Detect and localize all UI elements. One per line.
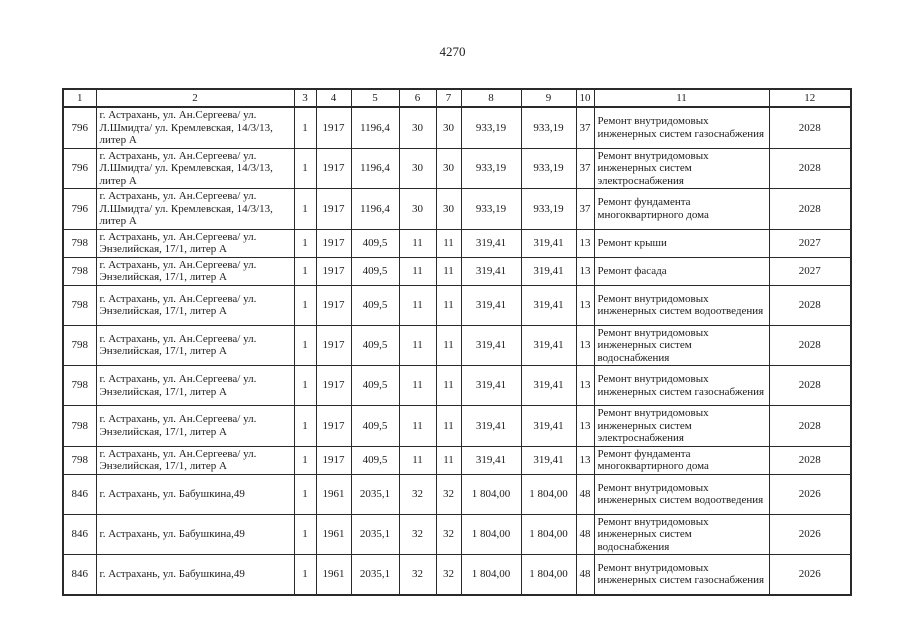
table-cell-col-11: Ремонт внутридомовых инженерных систем водоснабжения xyxy=(594,514,769,555)
table-cell-col-11: Ремонт внутридомовых инженерных систем водоснабжения xyxy=(594,325,769,366)
table-cell-col-6: 11 xyxy=(399,285,436,325)
table-cell-col-5: 409,5 xyxy=(351,257,399,285)
table-cell-col-6: 11 xyxy=(399,446,436,474)
table-cell-col-12: 2028 xyxy=(769,285,851,325)
table-cell-col-9: 319,41 xyxy=(521,366,576,406)
table-cell-col-7: 11 xyxy=(436,406,461,447)
table-header-row xyxy=(63,89,851,107)
table-cell-col-7: 11 xyxy=(436,366,461,406)
table-cell-col-2: г. Астрахань, ул. Ан.Сергеева/ ул. Энзелийская, 17/1, литер А xyxy=(96,229,294,257)
column-header-1: 1 xyxy=(63,89,96,107)
table-row xyxy=(63,285,851,325)
table-cell-col-6: 32 xyxy=(399,474,436,514)
table-row xyxy=(63,148,851,189)
table-cell-col-11: Ремонт внутридомовых инженерных систем электроснабжения xyxy=(594,406,769,447)
table-cell-col-5: 1196,4 xyxy=(351,148,399,189)
repair-program-table xyxy=(62,88,852,596)
table-row xyxy=(63,446,851,474)
column-header-10: 10 xyxy=(576,89,594,107)
table-cell-col-9: 319,41 xyxy=(521,229,576,257)
table-cell-col-3: 1 xyxy=(294,366,316,406)
table-cell-col-8: 319,41 xyxy=(461,285,521,325)
table-cell-col-3: 1 xyxy=(294,148,316,189)
table-cell-col-3: 1 xyxy=(294,285,316,325)
table-row xyxy=(63,107,851,148)
table-cell-col-9: 319,41 xyxy=(521,325,576,366)
table-cell-col-10: 37 xyxy=(576,189,594,230)
table-cell-col-6: 30 xyxy=(399,107,436,148)
table-cell-col-1: 846 xyxy=(63,555,96,595)
table-cell-col-8: 1 804,00 xyxy=(461,474,521,514)
table-cell-col-8: 319,41 xyxy=(461,257,521,285)
table-cell-col-11: Ремонт внутридомовых инженерных систем газоснабжения xyxy=(594,366,769,406)
table-cell-col-4: 1917 xyxy=(316,285,351,325)
table-cell-col-1: 798 xyxy=(63,325,96,366)
column-header-2: 2 xyxy=(96,89,294,107)
table-cell-col-7: 11 xyxy=(436,446,461,474)
table-cell-col-2: г. Астрахань, ул. Ан.Сергеева/ ул. Л.Шмидта/ ул. Кремлевская, 14/3/13, литер А xyxy=(96,107,294,148)
table-cell-col-4: 1961 xyxy=(316,514,351,555)
table-cell-col-10: 13 xyxy=(576,229,594,257)
table-cell-col-5: 409,5 xyxy=(351,446,399,474)
table-row xyxy=(63,406,851,447)
table-cell-col-3: 1 xyxy=(294,514,316,555)
table-cell-col-2: г. Астрахань, ул. Бабушкина,49 xyxy=(96,514,294,555)
table-cell-col-7: 11 xyxy=(436,229,461,257)
table-cell-col-10: 37 xyxy=(576,107,594,148)
column-header-11: 11 xyxy=(594,89,769,107)
table-cell-col-12: 2026 xyxy=(769,514,851,555)
table-cell-col-3: 1 xyxy=(294,189,316,230)
table-cell-col-8: 319,41 xyxy=(461,325,521,366)
table-cell-col-8: 319,41 xyxy=(461,446,521,474)
table-cell-col-6: 30 xyxy=(399,189,436,230)
table-cell-col-11: Ремонт фундамента многоквартирного дома xyxy=(594,446,769,474)
table-cell-col-1: 796 xyxy=(63,107,96,148)
table-cell-col-1: 846 xyxy=(63,514,96,555)
table-cell-col-12: 2028 xyxy=(769,446,851,474)
table-cell-col-1: 796 xyxy=(63,148,96,189)
table-cell-col-7: 11 xyxy=(436,285,461,325)
table-cell-col-9: 933,19 xyxy=(521,107,576,148)
table-cell-col-5: 2035,1 xyxy=(351,474,399,514)
table-cell-col-10: 13 xyxy=(576,406,594,447)
table-cell-col-12: 2028 xyxy=(769,148,851,189)
table-cell-col-3: 1 xyxy=(294,446,316,474)
table-cell-col-11: Ремонт фасада xyxy=(594,257,769,285)
table-cell-col-8: 1 804,00 xyxy=(461,514,521,555)
table-cell-col-10: 13 xyxy=(576,257,594,285)
table-cell-col-2: г. Астрахань, ул. Ан.Сергеева/ ул. Л.Шмидта/ ул. Кремлевская, 14/3/13, литер А xyxy=(96,148,294,189)
table-cell-col-6: 11 xyxy=(399,366,436,406)
table-cell-col-2: г. Астрахань, ул. Ан.Сергеева/ ул. Энзелийская, 17/1, литер А xyxy=(96,285,294,325)
table-cell-col-9: 933,19 xyxy=(521,148,576,189)
table-cell-col-6: 11 xyxy=(399,257,436,285)
table-row xyxy=(63,325,851,366)
column-header-9: 9 xyxy=(521,89,576,107)
table-cell-col-4: 1917 xyxy=(316,107,351,148)
table-cell-col-11: Ремонт внутридомовых инженерных систем электроснабжения xyxy=(594,148,769,189)
table-row xyxy=(63,366,851,406)
table-cell-col-6: 32 xyxy=(399,555,436,595)
table-cell-col-10: 48 xyxy=(576,514,594,555)
column-header-4: 4 xyxy=(316,89,351,107)
table-cell-col-7: 30 xyxy=(436,148,461,189)
table-cell-col-12: 2028 xyxy=(769,107,851,148)
table-cell-col-10: 13 xyxy=(576,285,594,325)
table-row xyxy=(63,229,851,257)
table-cell-col-7: 32 xyxy=(436,514,461,555)
table-cell-col-10: 48 xyxy=(576,474,594,514)
table-cell-col-5: 409,5 xyxy=(351,366,399,406)
table-cell-col-10: 37 xyxy=(576,148,594,189)
table-cell-col-9: 319,41 xyxy=(521,446,576,474)
table-cell-col-1: 798 xyxy=(63,229,96,257)
table-cell-col-11: Ремонт внутридомовых инженерных систем газоснабжения xyxy=(594,555,769,595)
table-cell-col-3: 1 xyxy=(294,325,316,366)
table-cell-col-3: 1 xyxy=(294,555,316,595)
table-cell-col-2: г. Астрахань, ул. Ан.Сергеева/ ул. Энзелийская, 17/1, литер А xyxy=(96,325,294,366)
table-cell-col-4: 1917 xyxy=(316,406,351,447)
table-cell-col-12: 2028 xyxy=(769,325,851,366)
table-cell-col-10: 48 xyxy=(576,555,594,595)
table-cell-col-8: 319,41 xyxy=(461,366,521,406)
table-cell-col-1: 796 xyxy=(63,189,96,230)
table-cell-col-8: 319,41 xyxy=(461,406,521,447)
table-cell-col-5: 1196,4 xyxy=(351,189,399,230)
table-cell-col-6: 11 xyxy=(399,229,436,257)
column-header-7: 7 xyxy=(436,89,461,107)
table-cell-col-3: 1 xyxy=(294,257,316,285)
table-cell-col-4: 1917 xyxy=(316,148,351,189)
table-cell-col-2: г. Астрахань, ул. Ан.Сергеева/ ул. Энзелийская, 17/1, литер А xyxy=(96,257,294,285)
table-cell-col-5: 1196,4 xyxy=(351,107,399,148)
table-cell-col-7: 11 xyxy=(436,257,461,285)
table-cell-col-10: 13 xyxy=(576,325,594,366)
table-cell-col-3: 1 xyxy=(294,406,316,447)
table-cell-col-10: 13 xyxy=(576,446,594,474)
table-cell-col-5: 409,5 xyxy=(351,406,399,447)
table-cell-col-2: г. Астрахань, ул. Бабушкина,49 xyxy=(96,474,294,514)
table-cell-col-1: 798 xyxy=(63,406,96,447)
table-cell-col-4: 1917 xyxy=(316,366,351,406)
table-cell-col-9: 1 804,00 xyxy=(521,514,576,555)
table-cell-col-5: 409,5 xyxy=(351,229,399,257)
column-header-6: 6 xyxy=(399,89,436,107)
table-cell-col-6: 11 xyxy=(399,325,436,366)
table-cell-col-4: 1917 xyxy=(316,189,351,230)
table-cell-col-8: 933,19 xyxy=(461,107,521,148)
table-cell-col-2: г. Астрахань, ул. Ан.Сергеева/ ул. Энзелийская, 17/1, литер А xyxy=(96,366,294,406)
table-cell-col-6: 11 xyxy=(399,406,436,447)
table-row xyxy=(63,555,851,595)
table-cell-col-1: 798 xyxy=(63,366,96,406)
table-cell-col-12: 2028 xyxy=(769,189,851,230)
table-cell-col-6: 32 xyxy=(399,514,436,555)
table-cell-col-10: 13 xyxy=(576,366,594,406)
table-cell-col-1: 798 xyxy=(63,285,96,325)
table-cell-col-9: 319,41 xyxy=(521,406,576,447)
table-cell-col-8: 319,41 xyxy=(461,229,521,257)
table-cell-col-8: 1 804,00 xyxy=(461,555,521,595)
table-cell-col-7: 30 xyxy=(436,189,461,230)
table-cell-col-11: Ремонт крыши xyxy=(594,229,769,257)
table-cell-col-11: Ремонт внутридомовых инженерных систем газоснабжения xyxy=(594,107,769,148)
table-row xyxy=(63,474,851,514)
table-cell-col-7: 32 xyxy=(436,474,461,514)
table-cell-col-9: 1 804,00 xyxy=(521,555,576,595)
table-cell-col-12: 2026 xyxy=(769,555,851,595)
table-cell-col-3: 1 xyxy=(294,107,316,148)
table-cell-col-2: г. Астрахань, ул. Бабушкина,49 xyxy=(96,555,294,595)
table-cell-col-11: Ремонт внутридомовых инженерных систем водоотведения xyxy=(594,474,769,514)
table-cell-col-6: 30 xyxy=(399,148,436,189)
table-cell-col-12: 2028 xyxy=(769,366,851,406)
table-cell-col-12: 2026 xyxy=(769,474,851,514)
table-cell-col-12: 2028 xyxy=(769,406,851,447)
table-cell-col-1: 798 xyxy=(63,446,96,474)
table-cell-col-3: 1 xyxy=(294,474,316,514)
table-cell-col-4: 1917 xyxy=(316,325,351,366)
table-cell-col-4: 1917 xyxy=(316,257,351,285)
table-cell-col-4: 1917 xyxy=(316,446,351,474)
column-header-5: 5 xyxy=(351,89,399,107)
table-cell-col-9: 933,19 xyxy=(521,189,576,230)
table-cell-col-11: Ремонт фундамента многоквартирного дома xyxy=(594,189,769,230)
table-cell-col-2: г. Астрахань, ул. Ан.Сергеева/ ул. Энзелийская, 17/1, литер А xyxy=(96,406,294,447)
table-row xyxy=(63,257,851,285)
table-cell-col-5: 2035,1 xyxy=(351,555,399,595)
column-header-8: 8 xyxy=(461,89,521,107)
table-cell-col-9: 319,41 xyxy=(521,285,576,325)
table-cell-col-4: 1917 xyxy=(316,229,351,257)
table-cell-col-5: 409,5 xyxy=(351,285,399,325)
table-cell-col-4: 1961 xyxy=(316,555,351,595)
table-cell-col-9: 1 804,00 xyxy=(521,474,576,514)
table-cell-col-9: 319,41 xyxy=(521,257,576,285)
table-cell-col-5: 409,5 xyxy=(351,325,399,366)
table-cell-col-2: г. Астрахань, ул. Ан.Сергеева/ ул. Энзелийская, 17/1, литер А xyxy=(96,446,294,474)
table-cell-col-1: 798 xyxy=(63,257,96,285)
table-cell-col-5: 2035,1 xyxy=(351,514,399,555)
page-number: 4270 xyxy=(439,44,466,59)
table-cell-col-11: Ремонт внутридомовых инженерных систем водоотведения xyxy=(594,285,769,325)
table-cell-col-7: 30 xyxy=(436,107,461,148)
table-cell-col-3: 1 xyxy=(294,229,316,257)
table-cell-col-7: 11 xyxy=(436,325,461,366)
column-header-12: 12 xyxy=(769,89,851,107)
table-cell-col-8: 933,19 xyxy=(461,189,521,230)
table-row xyxy=(63,514,851,555)
table-cell-col-7: 32 xyxy=(436,555,461,595)
table-cell-col-12: 2027 xyxy=(769,229,851,257)
table-row xyxy=(63,189,851,230)
table-cell-col-1: 846 xyxy=(63,474,96,514)
column-header-3: 3 xyxy=(294,89,316,107)
table-cell-col-2: г. Астрахань, ул. Ан.Сергеева/ ул. Л.Шмидта/ ул. Кремлевская, 14/3/13, литер А xyxy=(96,189,294,230)
table-cell-col-4: 1961 xyxy=(316,474,351,514)
table-cell-col-8: 933,19 xyxy=(461,148,521,189)
table-cell-col-12: 2027 xyxy=(769,257,851,285)
